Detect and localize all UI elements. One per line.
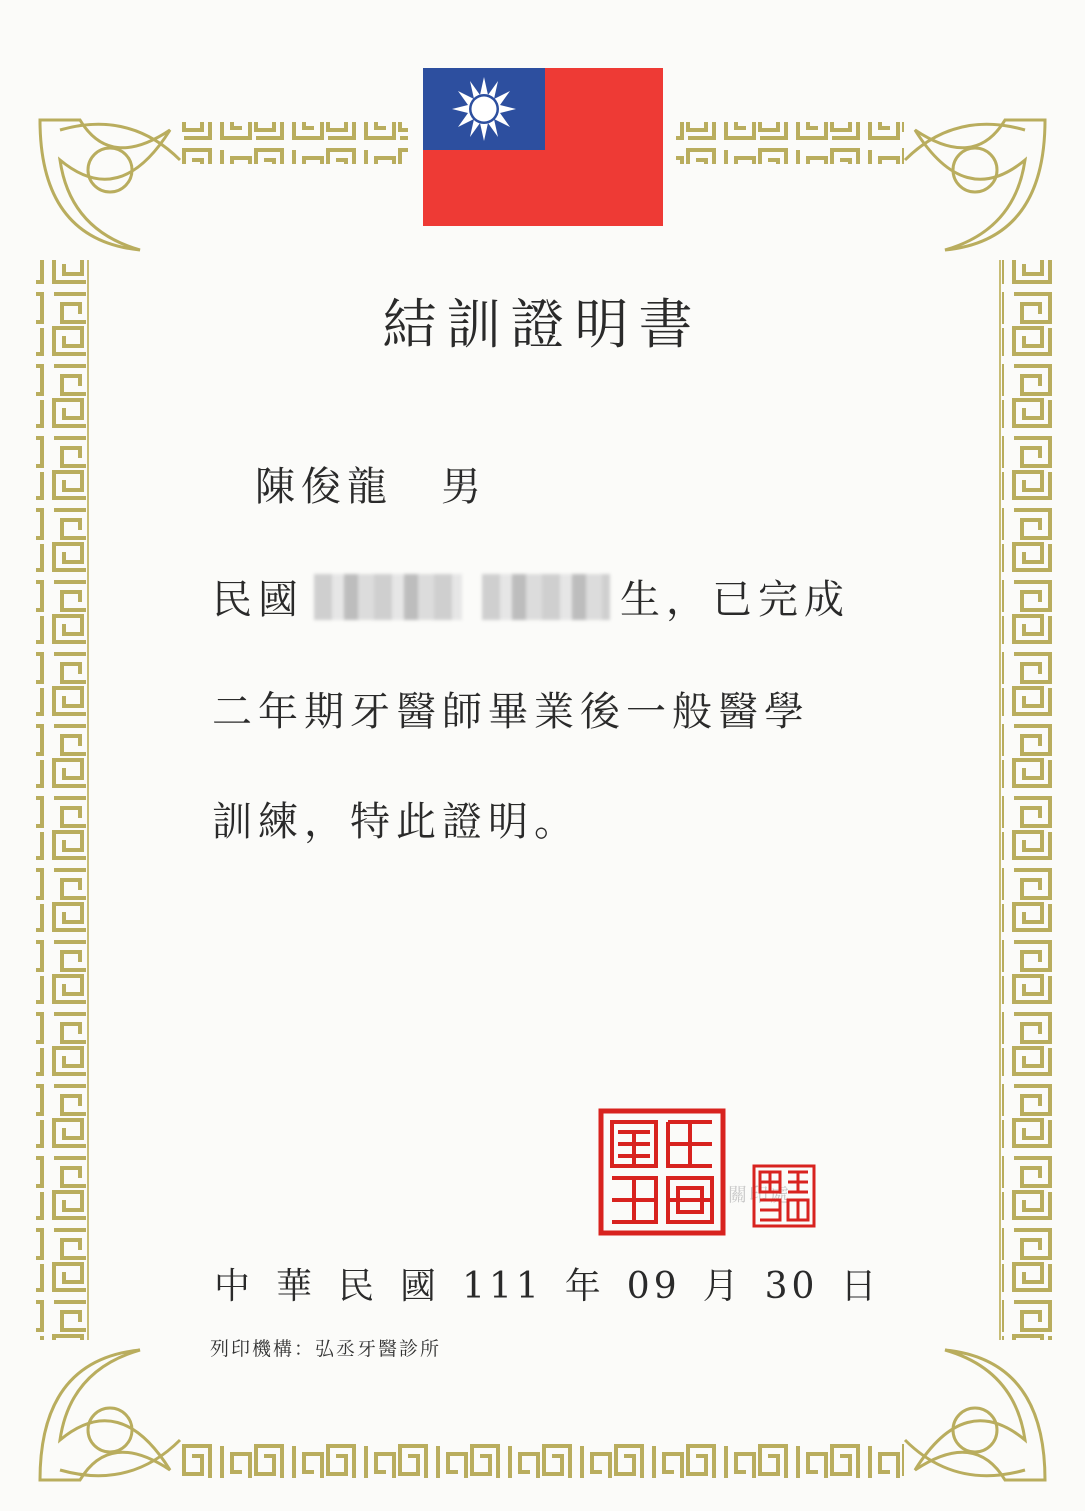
date-day-unit: 日 (840, 1266, 881, 1307)
date-era-1: 中 (214, 1266, 255, 1307)
date-day: 30 (764, 1266, 819, 1307)
issue-date (214, 1258, 902, 1309)
birth-line (212, 568, 850, 625)
date-era-4: 國 (400, 1266, 441, 1307)
recipient-gender: 男 (441, 464, 487, 510)
clinic-seal-icon (598, 1108, 726, 1236)
date-month-unit: 月 (702, 1266, 743, 1307)
recipient-name: 陳俊龍 (255, 464, 393, 510)
training-line: 二年期牙醫師畢業後一般醫學 (212, 689, 810, 735)
top-key-band-right (676, 122, 904, 164)
top-key-band-left (180, 122, 408, 164)
flag-icon (423, 68, 663, 226)
certify-line: 訓練，特此證明。 (212, 799, 580, 845)
redacted-birth-year (314, 574, 462, 620)
certificate-title: 結訓證明書 (382, 293, 703, 356)
left-key-band (36, 260, 86, 1340)
date-era-2: 華 (276, 1266, 317, 1307)
date-year: 111 (462, 1266, 543, 1307)
birth-prefix: 民國 (212, 577, 304, 623)
personal-seal-icon (752, 1164, 816, 1228)
printing-institution: 列印機構：弘丞牙醫診所 (210, 1338, 442, 1360)
redacted-birth-date (482, 574, 610, 620)
recipient-line (255, 455, 487, 512)
date-year-unit: 年 (564, 1266, 605, 1307)
bottom-key-band (180, 1436, 904, 1478)
birth-suffix: 生，已完成 (620, 577, 850, 623)
date-era-3: 民 (338, 1266, 379, 1307)
faint-stamp-text: 關印處 (728, 1184, 792, 1206)
date-month: 09 (626, 1266, 681, 1307)
right-key-band (1002, 260, 1052, 1340)
